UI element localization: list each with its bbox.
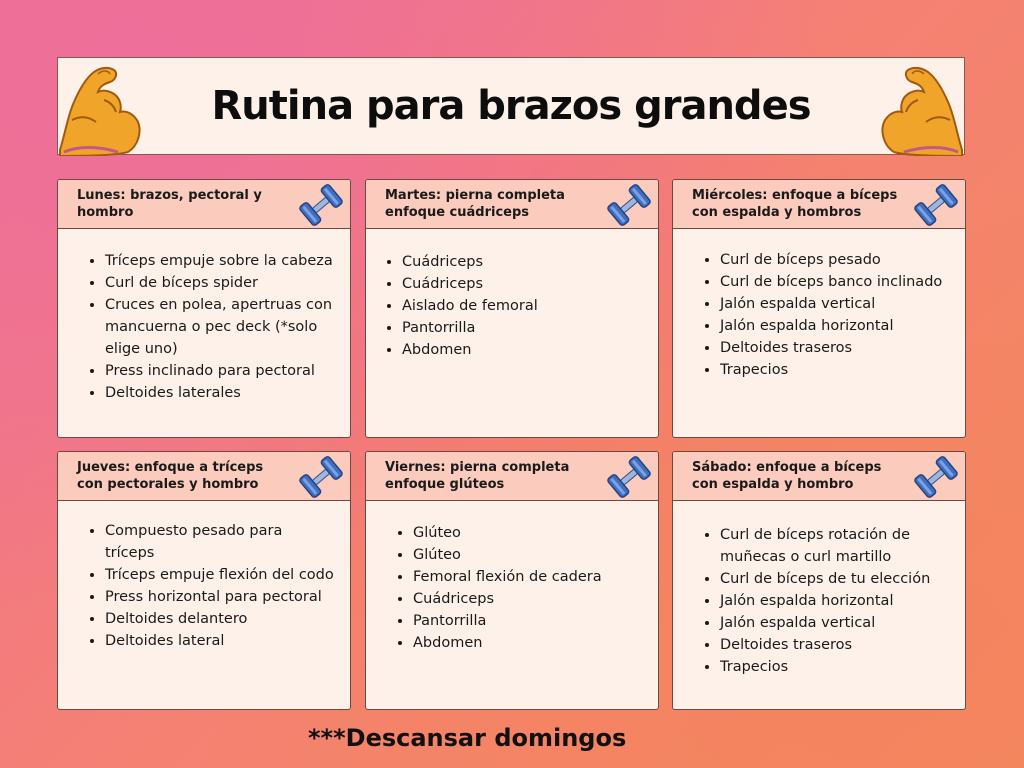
list-item: • Pantorrilla (402, 317, 644, 339)
rest-day-note: ***Descansar domingos (308, 724, 627, 752)
day-card-viernes (365, 451, 659, 710)
list-item: • Curl de bíceps pesado (720, 249, 951, 271)
card-title: Jueves: enfoque a tríceps con pectorales y hombro (77, 460, 264, 492)
card-title: Martes: pierna completa enfoque cuádriceps (385, 188, 565, 220)
dumbbell-icon (913, 455, 959, 499)
card-title: Viernes: pierna completa enfoque glúteos (385, 460, 570, 492)
list-item: • Deltoides delantero (105, 608, 336, 630)
dumbbell-icon (913, 183, 959, 227)
dumbbell-icon (298, 183, 344, 227)
title-banner (57, 57, 965, 155)
card-header (366, 180, 658, 229)
list-item: • Curl de bíceps de tu elección (720, 568, 951, 590)
exercise-list (58, 250, 350, 404)
list-item: • Cuádriceps (413, 588, 644, 610)
day-card-sabado (672, 451, 966, 710)
list-item: • Abdomen (402, 339, 644, 361)
exercise-list (366, 522, 658, 654)
list-item: • Tríceps empuje flexión del codo (105, 564, 336, 586)
dumbbell-icon (606, 183, 652, 227)
list-item: • Cuádriceps (402, 273, 644, 295)
list-item: • Tríceps empuje sobre la cabeza (105, 250, 336, 272)
exercise-list (58, 520, 350, 652)
dumbbell-icon (606, 455, 652, 499)
list-item: • Press inclinado para pectoral (105, 360, 336, 382)
list-item: • Pantorrilla (413, 610, 644, 632)
day-card-jueves (57, 451, 351, 710)
list-item: • Trapecios (720, 656, 951, 678)
list-item: • Deltoides traseros (720, 337, 951, 359)
list-item: • Trapecios (720, 359, 951, 381)
day-card-martes (365, 179, 659, 438)
list-item: • Curl de bíceps spider (105, 272, 336, 294)
card-header (673, 180, 965, 229)
card-header (58, 180, 350, 229)
list-item: • Femoral flexión de cadera (413, 566, 644, 588)
card-header (673, 452, 965, 501)
list-item: • Deltoides laterales (105, 382, 336, 404)
list-item: • Cuádriceps (402, 251, 644, 273)
list-item: • Jalón espalda horizontal (720, 315, 951, 337)
day-card-lunes (57, 179, 351, 438)
card-title: Lunes: brazos, pectoral y hombro (77, 188, 262, 220)
list-item: • Jalón espalda vertical (720, 612, 951, 634)
list-item: • Deltoides lateral (105, 630, 336, 652)
card-header (58, 452, 350, 501)
exercise-list (673, 524, 965, 678)
exercise-list (673, 249, 965, 381)
list-item: • Compuesto pesado para tríceps (105, 520, 336, 564)
flexed-biceps-icon (58, 60, 142, 156)
list-item: • Abdomen (413, 632, 644, 654)
list-item: • Aislado de femoral (402, 295, 644, 317)
list-item: • Curl de bíceps rotación de muñecas o curl martillo (720, 524, 951, 568)
flexed-biceps-icon (880, 60, 964, 156)
list-item: • Press horizontal para pectoral (105, 586, 336, 608)
list-item: • Curl de bíceps banco inclinado (720, 271, 951, 293)
card-title: Sábado: enfoque a bíceps con espalda y hombro (692, 460, 882, 492)
dumbbell-icon (298, 455, 344, 499)
list-item: • Jalón espalda vertical (720, 293, 951, 315)
day-card-miercoles (672, 179, 966, 438)
exercise-list (366, 251, 658, 361)
list-item: • Cruces en polea, apertruas con mancuerna o pec deck (*solo elige uno) (105, 294, 336, 360)
list-item: • Deltoides traseros (720, 634, 951, 656)
page-title: Rutina para brazos grandes (211, 83, 811, 129)
list-item: • Glúteo (413, 544, 644, 566)
list-item: • Jalón espalda horizontal (720, 590, 951, 612)
card-header (366, 452, 658, 501)
card-title: Miércoles: enfoque a bíceps con espalda y hombros (692, 188, 898, 220)
list-item: • Glúteo (413, 522, 644, 544)
